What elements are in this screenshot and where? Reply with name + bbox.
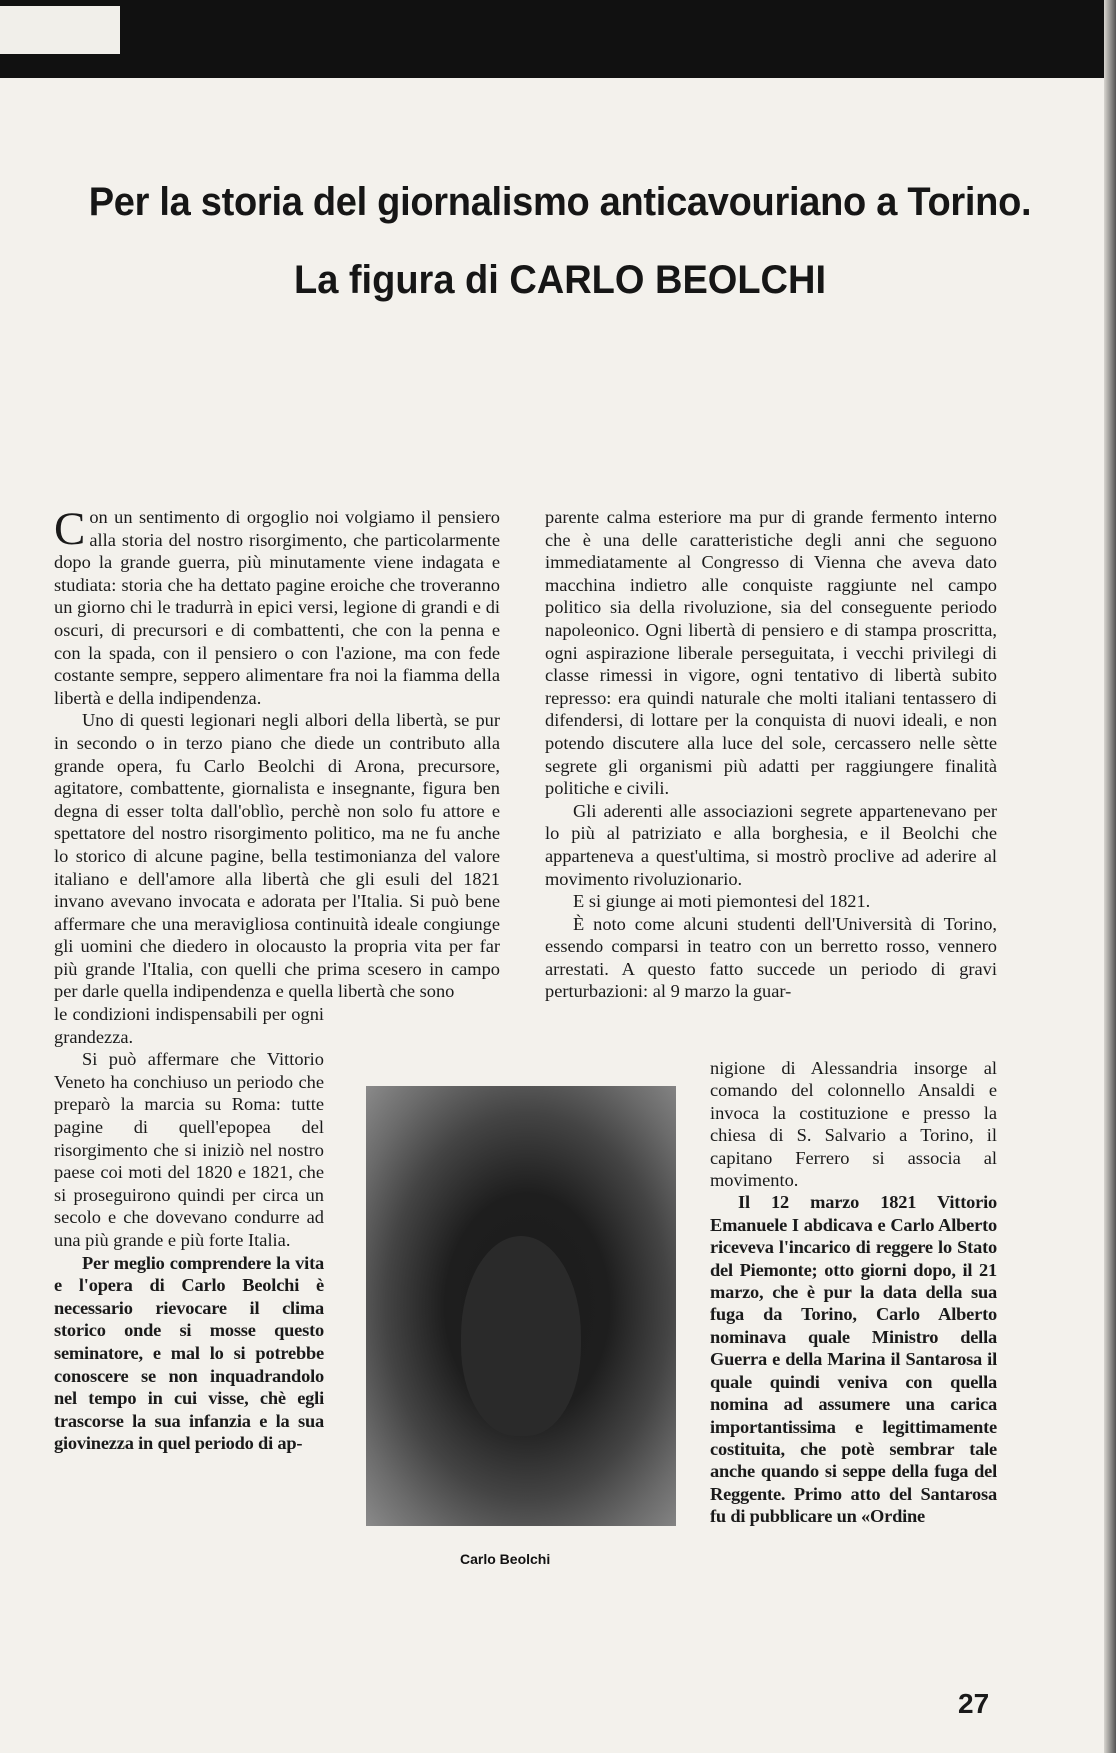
page-number: 27 <box>958 1688 990 1719</box>
left-paragraph-4: Per meglio comprendere la vita e l'opera di Carlo Beolchi è necessario rievocare il clima storico onde si mosse questo seminatore, e mal lo si potrebbe conoscere se non inquadrandolo nel tempo in cui visse, chè egli trascorse la sua infanzia e la sua giovinezza in quel periodo di ap- <box>54 1252 324 1454</box>
right-paragraph-4-tail: nigione di Alessandria insorge al comando del colonnello Ansaldi e invoca la costituzione e presso la chiesa di S. Salvario a Torino, il capitano Ferrero si associa al movimento. <box>710 1058 997 1191</box>
right-narrow-column <box>710 1057 997 1528</box>
right-paragraph-4: È noto come alcuni studenti dell'Università di Torino, essendo comparsi in teatro con un berretto rosso, vennero arrestati. A questo fatto succede un periodo di gravi perturbazioni: al 9 marzo la guar- <box>545 913 997 1002</box>
right-paragraph-1: parente calma esteriore ma pur di grande fermento interno che è una delle caratteristiche degli anni che seguono immediatamente al Congresso di Vienna che aveva dato macchina indietro alle conquiste raggiunte nel campo politico sia della rivoluzione, sia del conseguente periodo napoleonico. Ogni libertà di pensiero e di stampa proscritta, ogni aspirazione liberale perseguitata, i vecchi privilegi di classe rimessi in vigore, ogni tentativo di libertà subito represso: era quindi naturale che molti italiani tentassero di difendersi, di lottare per la conquista di nuovi ideali, e non potendo discutere alla luce del sole, cercassero nelle sètte segrete gli organismi più adatti per raggiungere finalità politiche e civili. <box>545 507 997 799</box>
right-paragraph-5: Il 12 marzo 1821 Vittorio Emanuele I abdicava e Carlo Alberto riceveva l'incarico di reggere lo Stato del Piemonte; otto giorni dopo, il 21 marzo, che è pur la data della sua fuga da Torino, Carlo Alberto nominava quale Ministro della Guerra e della Marina il Santarosa il quale quindi veniva con quella nomina ad assumere una carica importantissima e legittimamente costituita, che potè sembrar tale anche quando si seppe della fuga del Reggente. Primo atto del Santarosa fu di pubblicare un «Ordine <box>710 1192 997 1527</box>
article-subtitle: La figura di CARLO BEOLCHI <box>294 258 826 302</box>
left-paragraph-2-tail: le condizioni indispensabili per ogni grandezza. <box>54 1004 324 1047</box>
photo-caption: Carlo Beolchi <box>460 1551 551 1567</box>
right-paragraph-3: E si giunge ai moti piemontesi del 1821. <box>573 891 871 912</box>
article-title: Per la storia del giornalismo anticavouriano a Torino. <box>88 180 1032 224</box>
portrait-photo <box>366 1086 676 1526</box>
scan-top-notch <box>0 6 120 54</box>
left-paragraph-3: Si può affermare che Vittorio Veneto ha conchiuso un periodo che preparò la marcia su Roma: tutte pagine di quell'epopea del risorgimento che si iniziò nel nostro paese coi moti del 1820 e 1821, che si proseguirono quindi per circa un secolo e che dovevano condurre ad una più grande e più forte Italia. <box>54 1049 324 1250</box>
portrait-figure <box>461 1236 581 1436</box>
scan-right-edge <box>1104 0 1116 1753</box>
left-paragraph-2: Uno di questi legionari negli albori della libertà, se pur in secondo o in terzo piano che diede un contributo alla grande opera, fu Carlo Beolchi di Arona, precursore, agitatore, combattente, giornalista e insegnante, figura ben degna di esser tolta dall'oblìo, perchè non solo fu attore e spettatore del nostro risorgimento politico, ma ne fu anche lo storico di alcune pagine, bella testimonianza del valore italiano e dell'amore alla libertà che gli esuli del 1821 invano avevano invocata e adorata per l'Italia. Si può bene affermare che una meravigliosa continuità ideale congiunge gli uomini che diedero in olocausto la propria vita per far più grande l'Italia, con quelli che prima scesero in campo per darle quella indipendenza e quella libertà che sono <box>54 710 500 1002</box>
scan-top-border <box>0 0 1116 78</box>
left-paragraph-1: Con un sentimento di orgoglio noi volgiamo il pensiero alla storia del nostro risorgimento, che particolarmente dopo la grande guerra, più minutamente viene indagata e studiata: storia che ha dettato pagine eroiche che troveranno un giorno chi le tradurrà in epici versi, legione di grandi e di oscuri, di precursori e di combattenti, che con la penna e con la spada, con il pensiero o con l'azione, ma con fede costante sempre, seppero alimentare fra noi la fiamma della libertà e della indipendenza. <box>54 503 500 708</box>
drop-cap: C <box>54 503 86 555</box>
right-column <box>545 506 997 1003</box>
right-paragraph-2: Gli aderenti alle associazioni segrete appartenevano per lo più al patriziato e alla borghesia, e il Beolchi che apparteneva a quest'ultima, si mostrò proclive ad aderire al movimento rivoluzionario. <box>545 800 997 889</box>
